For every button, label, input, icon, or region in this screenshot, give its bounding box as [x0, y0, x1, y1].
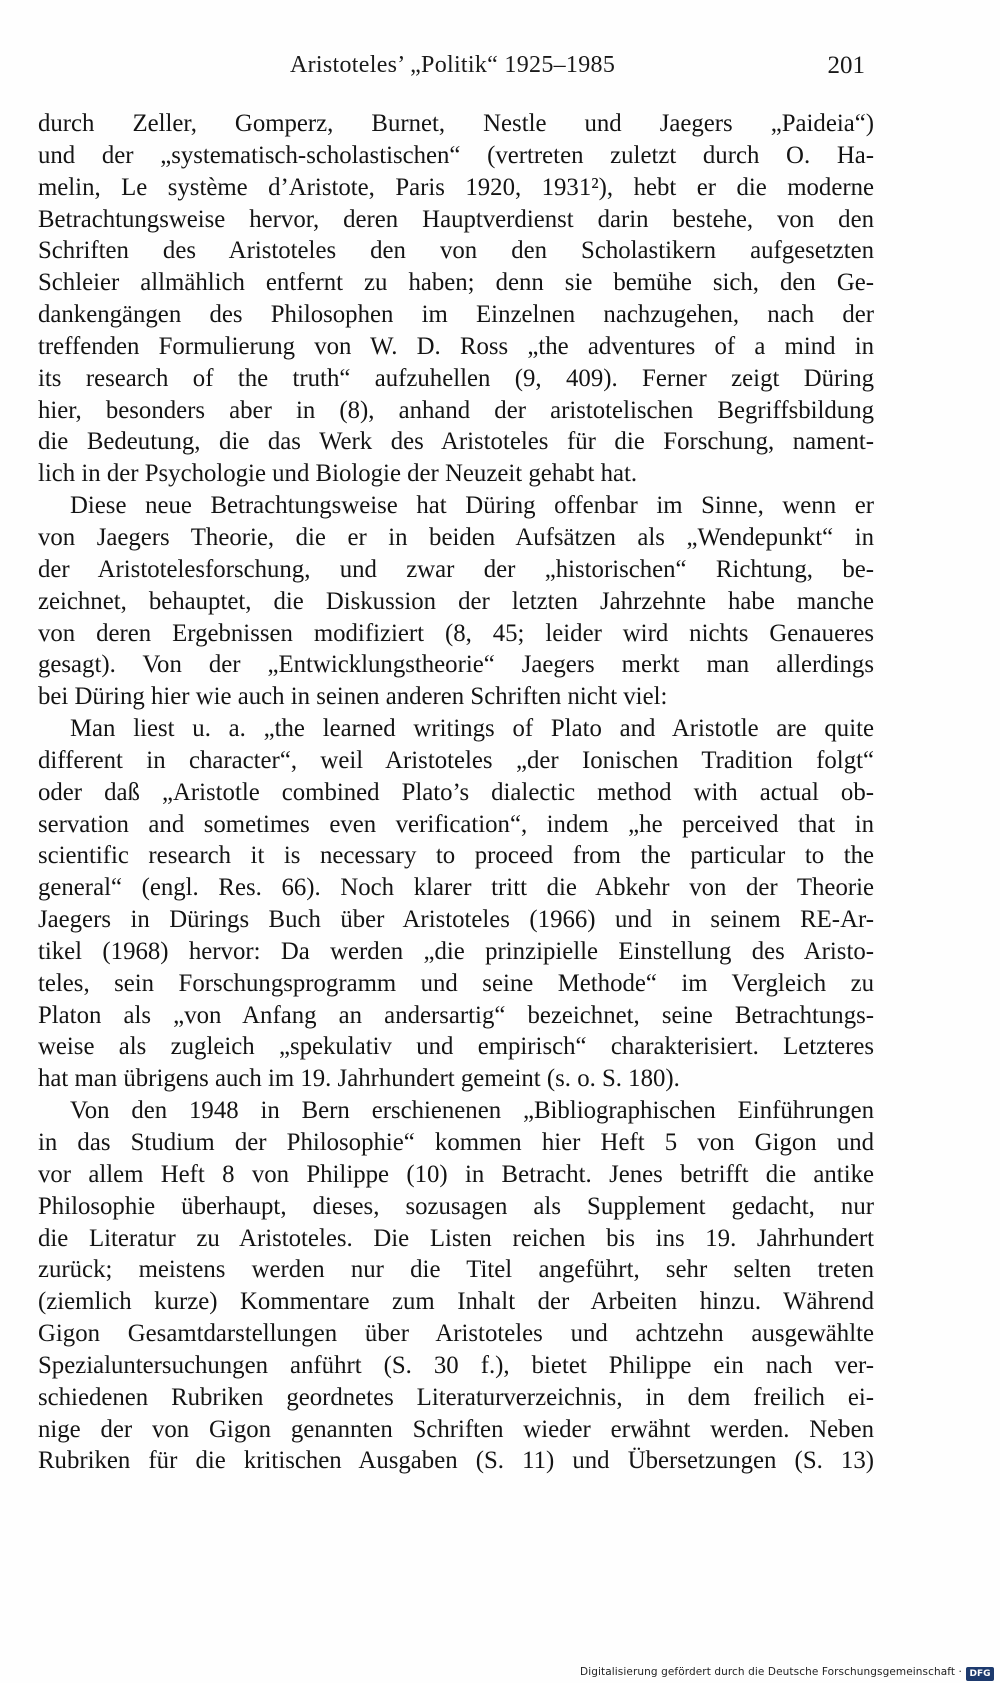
- text-line: Rubriken für die kritischen Ausgaben (S. 11) und Übersetzungen (S. 13): [38, 1447, 874, 1475]
- text-line: und der „systematisch-scholastischen“ (vertreten zuletzt durch O. Ha-: [38, 141, 874, 169]
- text-line: Gigon Gesamtdarstellungen über Aristoteles und achtzehn ausgewählte: [38, 1320, 874, 1348]
- text-line: Diese neue Betrachtungsweise hat Düring offenbar im Sinne, wenn er: [70, 492, 874, 520]
- text-line: die Bedeutung, die das Werk des Aristoteles für die Forschung, nament-: [38, 428, 874, 456]
- text-line: von deren Ergebnissen modifiziert (8, 45; leider wird nichts Genaueres: [38, 619, 874, 647]
- text-line: schiedenen Rubriken geordnetes Literaturverzeichnis, in dem freilich ei-: [38, 1383, 874, 1411]
- text-line: hat man übrigens auch im 19. Jahrhundert gemeint (s. o. S. 180).: [38, 1065, 680, 1093]
- text-line: teles, sein Forschungsprogramm und seine Methode“ im Vergleich zu: [38, 969, 874, 997]
- running-head: Aristoteles’ „Politik“ 1925–1985: [290, 52, 616, 78]
- text-line: lich in der Psychologie und Biologie der Neuzeit gehabt hat.: [38, 460, 638, 488]
- text-line: Man liest u. a. „the learned writings of Plato and Aristotle are quite: [70, 715, 874, 743]
- text-line: Spezialuntersuchungen anführt (S. 30 f.), bietet Philippe ein nach ver-: [38, 1351, 874, 1379]
- text-line: Schleier allmählich entfernt zu haben; denn sie bemühe sich, den Ge-: [38, 269, 874, 297]
- digitization-footer: [0, 1666, 1000, 1683]
- text-line: in das Studium der Philosophie“ kommen hier Heft 5 von Gigon und: [38, 1129, 874, 1156]
- text-line: general“ (engl. Res. 66). Noch klarer tritt die Abkehr von der Theorie: [38, 874, 874, 902]
- text-line: gesagt). Von der „Entwicklungstheorie“ Jaegers merkt man allerdings: [38, 651, 874, 679]
- page-header: [0, 52, 1000, 92]
- text-line: its research of the truth“ aufzuhellen (9, 409). Ferner zeigt Düring: [38, 364, 874, 392]
- text-line: dankengängen des Philosophen im Einzelnen nachzugehen, nach der: [38, 301, 874, 329]
- text-line: vor allem Heft 8 von Philippe (10) in Betracht. Jenes betrifft die antike: [38, 1160, 874, 1188]
- text-line: Von den 1948 in Bern erschienenen „Bibliographischen Einführungen: [70, 1097, 874, 1125]
- text-line: different in character“, weil Aristoteles „der Ionischen Tradition folgt“: [38, 746, 874, 774]
- text-line: zeichnet, behauptet, die Diskussion der letzten Jahrzehnte habe manche: [38, 587, 874, 615]
- text-line: Philosophie überhaupt, dieses, sozusagen als Supplement gedacht, nur: [38, 1192, 874, 1220]
- text-line: die Literatur zu Aristoteles. Die Listen reichen bis ins 19. Jahrhundert: [38, 1224, 874, 1252]
- text-line: Platon als „von Anfang an andersartig“ bezeichnet, seine Betrachtungs-: [38, 1001, 874, 1029]
- text-line: hier, besonders aber in (8), anhand der aristotelischen Begriffsbildung: [38, 396, 874, 424]
- page-number: 201: [827, 52, 865, 79]
- text-line: nige der von Gigon genannten Schriften wieder erwähnt werden. Neben: [38, 1415, 874, 1443]
- digitization-credit: Digitalisierung gefördert durch die Deutsche Forschungsgemeinschaft ·: [580, 1666, 962, 1678]
- text-line: servation and sometimes even verification“, indem „he perceived that in: [38, 810, 874, 838]
- text-line: Schriften des Aristoteles den von den Scholastikern aufgesetzten: [38, 237, 874, 265]
- text-line: scientific research it is necessary to proceed from the particular to the: [38, 842, 874, 870]
- text-line: weise als zugleich „spekulativ und empirisch“ charakterisiert. Letzteres: [38, 1033, 874, 1061]
- text-line: Betrachtungsweise hervor, deren Hauptverdienst darin bestehe, von den: [38, 205, 874, 233]
- text-line: tikel (1968) hervor: Da werden „die prinzipielle Einstellung des Aristo-: [38, 937, 874, 965]
- text-line: durch Zeller, Gomperz, Burnet, Nestle und Jaegers „Paideia“): [38, 110, 874, 137]
- text-line: (ziemlich kurze) Kommentare zum Inhalt der Arbeiten hinzu. Während: [38, 1288, 874, 1316]
- text-line: von Jaegers Theorie, die er in beiden Aufsätzen als „Wendepunkt“ in: [38, 523, 874, 551]
- text-line: oder daß „Aristotle combined Plato’s dialectic method with actual ob-: [38, 778, 874, 806]
- dfg-logo: DFG: [966, 1667, 994, 1681]
- text-line: bei Düring hier wie auch in seinen anderen Schriften nicht viel:: [38, 683, 668, 711]
- body-text: [38, 108, 874, 1477]
- text-line: der Aristotelesforschung, und zwar der „historischen“ Richtung, be-: [38, 555, 874, 583]
- text-line: melin, Le système d’Aristote, Paris 1920, 1931²), hebt er die moderne: [38, 173, 874, 201]
- text-line: zurück; meistens werden nur die Titel angeführt, sehr selten treten: [38, 1256, 874, 1284]
- text-line: treffenden Formulierung von W. D. Ross „the adventures of a mind in: [38, 332, 874, 360]
- text-line: Jaegers in Dürings Buch über Aristoteles (1966) und in seinem RE-Ar-: [38, 906, 874, 934]
